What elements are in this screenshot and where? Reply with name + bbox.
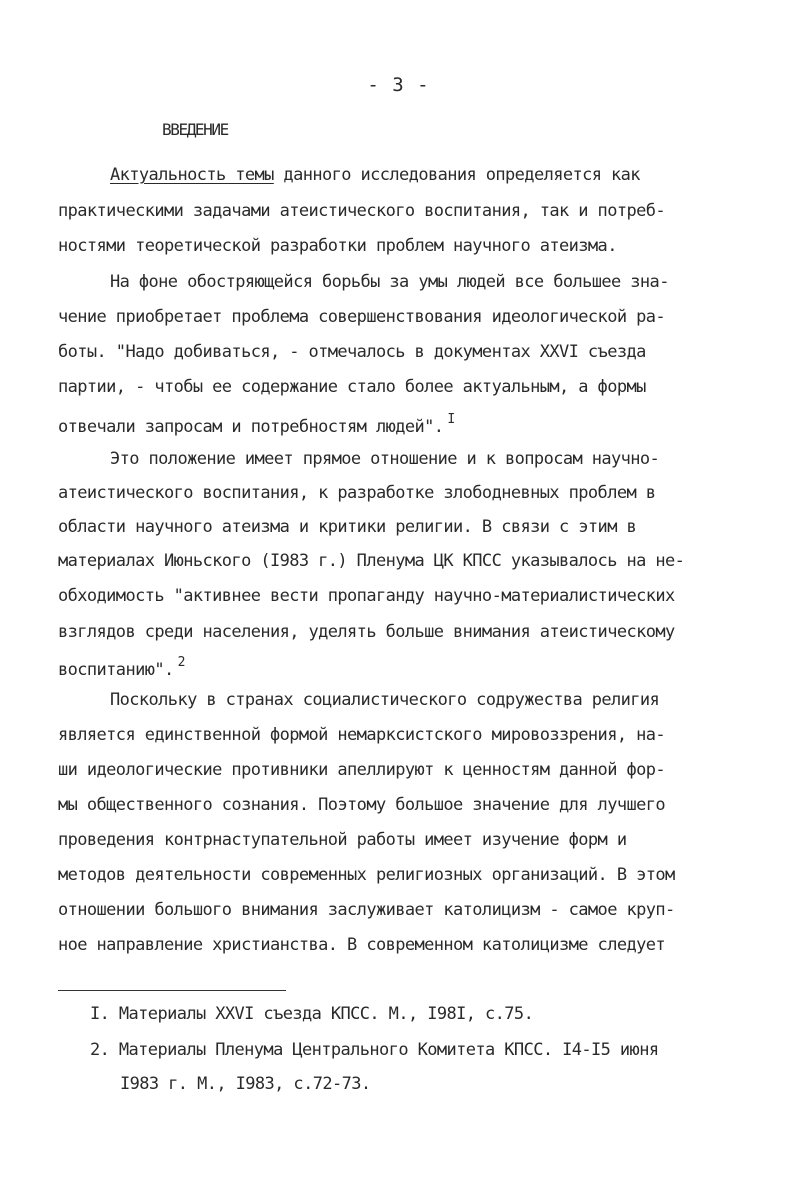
text-line: боты. "Надо добиваться, - отмечалось в документах XXVI съезда xyxy=(58,342,646,362)
text-line: атеистического воспитания, к разработке злободневных проблем в xyxy=(58,483,656,503)
text-line: материалах Июньского (I983 г.) Пленума ЦК КПСС указывалось на не- xyxy=(58,551,685,571)
text-line: отношении большого внимания заслуживает католицизм - самое круп- xyxy=(58,900,675,920)
text-line xyxy=(58,656,185,679)
text-line: области научного атеизма и критики религии. В связи с этим в xyxy=(58,517,637,537)
text-line: Это положение имеет прямое отношение и к вопросам научно- xyxy=(110,449,660,469)
text-line: методов деятельности современных религиозных организаций. В этом xyxy=(58,865,675,885)
text-line: чение приобретает проблема совершенствования идеологической ра- xyxy=(58,307,665,327)
text-line: взглядов среди населения, уделять больше внимания атеистическому xyxy=(58,622,675,642)
text-line: обходимость "активнее вести пропаганду научно-материалистических xyxy=(58,586,675,606)
text-line: мы общественного сознания. Поэтому большое значение для лучшего xyxy=(58,795,665,815)
page-number: - 3 - xyxy=(367,74,430,96)
text-line: практическими задачами атеистического воспитания, так и потреб- xyxy=(58,201,665,221)
underlined-phrase: Актуальность темы xyxy=(110,165,274,185)
text-fragment: отвечали запросам и потребностям людей". xyxy=(58,417,444,437)
footnote-1: I. Материалы XXVI съезда КПСС. М., I98I, с.75. xyxy=(90,1004,534,1024)
text-line: На фоне обостряющейся борьбы за умы людей все большее зна- xyxy=(110,272,669,292)
section-heading: ВВЕДЕНИЕ xyxy=(162,120,228,139)
footnote-2: 2. Материалы Пленума Центрального Комитета КПСС. I4-I5 июня xyxy=(90,1040,659,1060)
text-fragment: воспитанию". xyxy=(58,660,174,680)
footnote-divider xyxy=(58,990,286,991)
text-line: ное направление христианства. В современном католицизме следует xyxy=(58,935,665,955)
text-line: ши идеологические противники апеллируют к ценностям данной фор- xyxy=(58,760,665,780)
footnote-ref: I xyxy=(447,412,455,427)
footnote-ref: 2 xyxy=(177,655,185,670)
text-line: партии, - чтобы ее содержание стало более актуальным, а формы xyxy=(58,377,646,397)
text-fragment: данного исследования определяется как xyxy=(273,165,640,185)
text-line: ностями теоретической разработки проблем научного атеизма. xyxy=(58,236,617,256)
text-line: Поскольку в странах социалистического содружества религия xyxy=(110,690,660,710)
text-line xyxy=(58,413,455,436)
footnote-2-continued: I983 г. М., I983, с.72-73. xyxy=(120,1074,371,1094)
text-line: проведения контрнаступательной работы имеет изучение форм и xyxy=(58,830,627,850)
text-line xyxy=(110,167,640,184)
text-line: является единственной формой немарксистского мировоззрения, на- xyxy=(58,725,665,745)
